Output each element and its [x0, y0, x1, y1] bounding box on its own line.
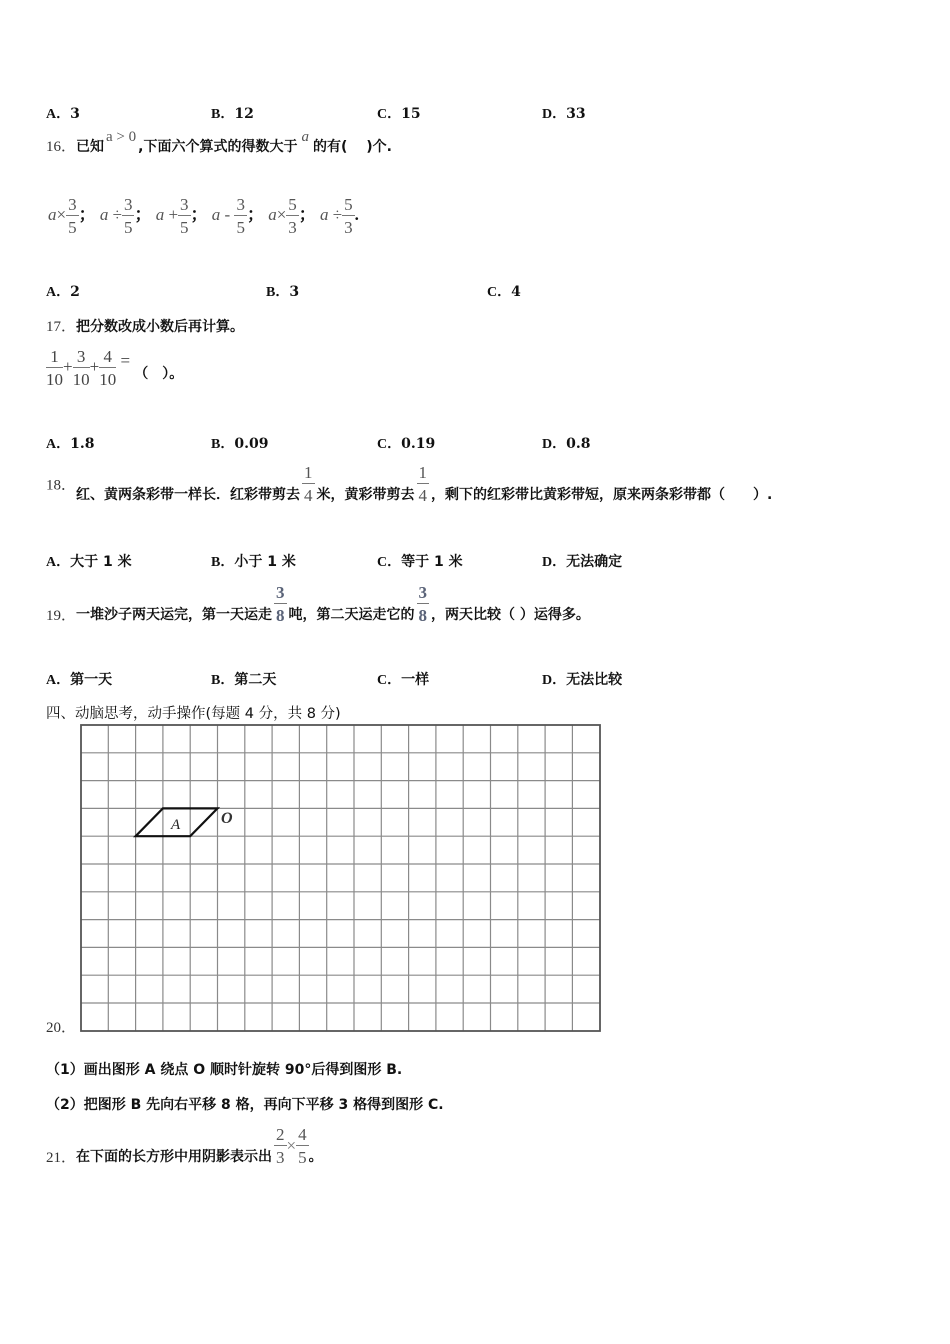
q17-answer-blank[interactable]: （ ）。	[134, 365, 184, 382]
q19-option-c[interactable]: C．一样	[377, 672, 430, 688]
q18-option-b[interactable]: B．小于 1 米	[211, 554, 296, 570]
q17-option-b[interactable]: B．0.09	[211, 436, 269, 452]
q16-expr-3: a + $\frac{3}{5}$ ；	[155, 195, 208, 237]
q21-question: 21．在下面的长方形中用阴影表示出 $\frac{2}{3}$ × $\frac{4}{5}$ 。	[46, 1125, 323, 1167]
q16-option-a[interactable]: A．2	[46, 284, 80, 300]
grid-lines	[81, 725, 600, 1031]
q16-expr-6: a ÷ $\frac{5}{3}$ .	[320, 195, 359, 237]
grid-border	[81, 725, 600, 1031]
q18-question: 18．红、黄两条彩带一样长．红彩带剪去 $\frac{1}{4}$ 米，黄彩带剪去 $\frac{1}{4}$ ，剩下的红彩带比黄彩带短，原来两条彩带都（ ）.	[46, 463, 773, 505]
q20-grid[interactable]	[79, 723, 604, 1035]
q17-option-d[interactable]: D．0.8	[542, 436, 591, 452]
q17-question: 17．把分数改成小数后再计算。	[46, 319, 245, 335]
q17-option-a[interactable]: A．1.8	[46, 436, 95, 452]
q16-var: a	[301, 129, 309, 145]
q16-expr-4: a - $\frac{3}{5}$ ；	[211, 195, 264, 237]
section-4-title: 四、动脑思考，动手操作(每题 4 分，共 8 分)	[46, 706, 341, 722]
q16-option-b[interactable]: B．3	[266, 284, 300, 300]
shape-a-label: A	[171, 817, 181, 833]
q16-question: 16．已知a > 0,下面六个算式的得数大于a的有( )个.	[46, 129, 392, 155]
q15-option-b[interactable]: B．12	[211, 106, 254, 122]
q20-task-2: （2）把图形 B 先向右平移 8 格，再向下平移 3 格得到图形 C.	[46, 1097, 444, 1113]
q19-question: 19．一堆沙子两天运完，第一天运走 $\frac{3}{8}$ 吨，第二天运走它的 $\frac{3}{8}$ ，两天比较（ ）运得多。	[46, 583, 590, 625]
q16-option-c[interactable]: C．4	[487, 284, 521, 300]
q16-expr-1: a× $\frac{3}{5}$ ；	[48, 195, 96, 237]
q17-option-c[interactable]: C．0.19	[377, 436, 436, 452]
q18-option-c[interactable]: C．等于 1 米	[377, 554, 463, 570]
q15-option-d[interactable]: D．33	[542, 106, 586, 122]
q16-expressions	[48, 196, 359, 236]
q19-option-d[interactable]: D．无法比较	[542, 672, 623, 688]
q20-task-1: （1）画出图形 A 绕点 O 顺时针旋转 90°后得到图形 B.	[46, 1062, 403, 1078]
q15-option-a[interactable]: A．3	[46, 106, 80, 122]
q20-number: 20．	[46, 1020, 77, 1036]
q19-option-b[interactable]: B．第二天	[211, 672, 277, 688]
q18-option-d[interactable]: D．无法确定	[542, 554, 623, 570]
q19-option-a[interactable]: A．第一天	[46, 672, 113, 688]
q16-expr-2: a ÷ $\frac{3}{5}$ ；	[99, 195, 152, 237]
q17-expression: $\frac{1}{10}$ + $\frac{3}{10}$ + $\frac{4}{10}$ = $_{( )。}$	[46, 347, 184, 389]
point-o-label: O	[221, 810, 233, 827]
q15-option-c[interactable]: C．15	[377, 106, 421, 122]
q16-expr-5: a× $\frac{5}{3}$ ；	[268, 195, 316, 237]
q16-condition: a > 0	[106, 129, 137, 145]
q18-option-a[interactable]: A．大于 1 米	[46, 554, 132, 570]
